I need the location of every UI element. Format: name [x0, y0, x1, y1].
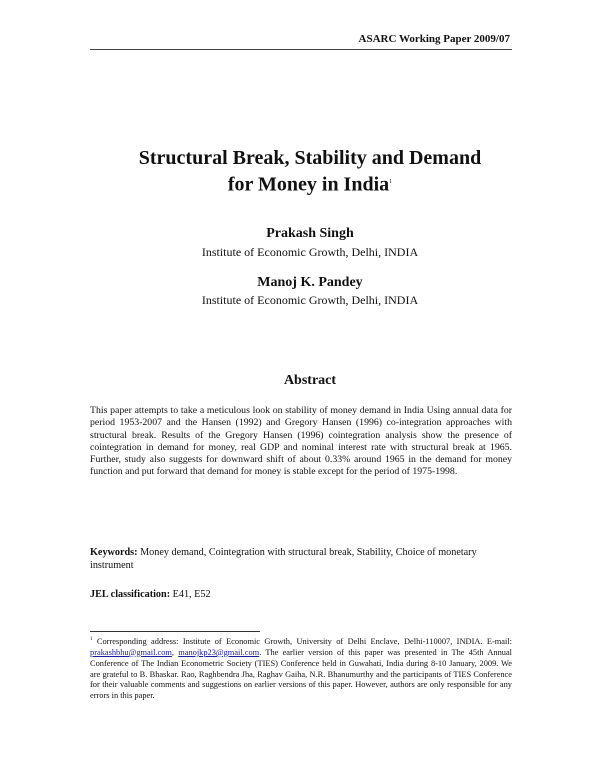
email-link-1[interactable]: prakashbhu@gmail.com	[90, 647, 172, 657]
footnote-text-start: Corresponding address: Institute of Economic Growth, University of Delhi Enclave, Delhi-110007, INDIA. E-mail:	[96, 636, 512, 646]
author-name-2: Manoj K. Pandey	[257, 275, 363, 290]
author-affiliation-1: Institute of Economic Growth, Delhi, INDIA	[201, 245, 419, 259]
title-line-2: for Money in India	[227, 173, 390, 196]
title-line-1: Structural Break, Stability and Demand	[138, 147, 482, 169]
abstract-text: This paper attempts to take a meticulous look on stability of money demand in India Using annual data for period 1953-2007 and the Hansen (1992) and Gregory Hansen (1996) co-integration approaches with structural break. Results of the Gregory Hansen (1996) cointegration analysis show the presence of cointegration in demand for money, real GDP and nominal interest rate with structural break at 1965. Further, study also suggests for downward shift of about 0.33% around 1965 in the demand for money function and put forward that demand for money is stable except for the period of 1975-1998.	[90, 405, 512, 478]
running-header: ASARC Working Paper 2009/07	[358, 33, 510, 45]
keywords-text: Money demand, Cointegration with structural break, Stability, Choice of monetary instrument	[90, 547, 477, 571]
title-footnote-mark[interactable]: 1	[389, 179, 393, 185]
keywords-label: Keywords:	[90, 547, 138, 558]
author-affiliation-2: Institute of Economic Growth, Delhi, INDIA	[201, 293, 419, 307]
author-name-1: Prakash Singh	[266, 226, 354, 241]
keywords	[90, 546, 512, 572]
abstract-heading: Abstract	[283, 373, 337, 388]
header-rule	[90, 49, 512, 50]
footnote-rule	[90, 631, 260, 632]
email-link-2[interactable]: manojkp23@gmail.com	[178, 647, 260, 657]
jel-classification	[90, 589, 512, 600]
paper-title	[0, 146, 600, 197]
footnote-mark: 1	[90, 637, 93, 642]
footnote	[90, 635, 512, 702]
jel-label: JEL classification:	[90, 589, 171, 600]
footnote-separator: ,	[171, 647, 179, 657]
jel-codes: E41, E52	[172, 589, 211, 600]
footnote-text-end: . The earlier version of this paper was presented in The 45th Annual Conference of The Indian Econometric Society (TIES) Conference held in Guwahati, India during 8-10 January, 2009. We are grateful to B. Bhaskar. Rao, Raghbendra Jha, Raghav Gaiha, N.R. Bhanumurthy and the participants of TIES Conference for their valuable comments and suggestions on earlier versions of this paper. However, authors are only responsible for any errors in this paper.	[90, 647, 512, 701]
